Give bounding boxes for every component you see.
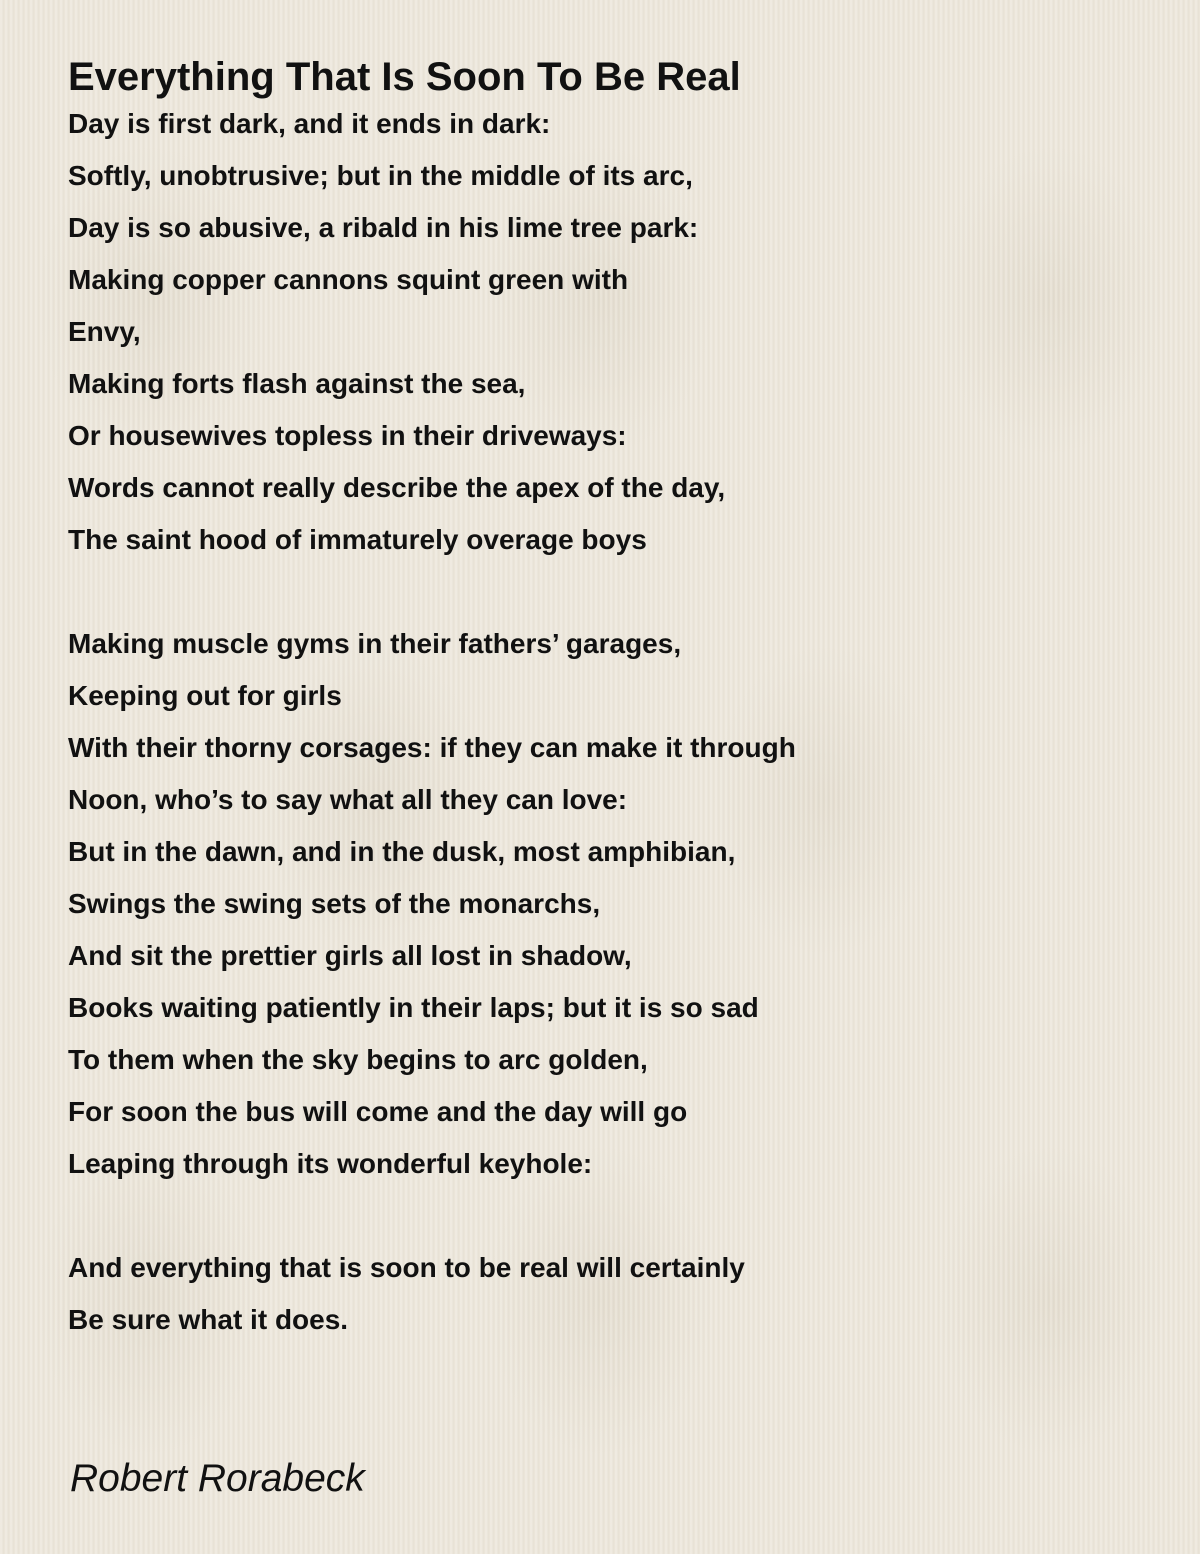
stanza-3 bbox=[68, 1242, 1148, 1346]
poem-line: But in the dawn, and in the dusk, most amphibian, bbox=[68, 836, 736, 867]
poem-line: Making muscle gyms in their fathers’ garages, bbox=[68, 628, 682, 659]
stanza-2 bbox=[68, 618, 1148, 1190]
poem-line: Or housewives topless in their driveways: bbox=[68, 420, 627, 451]
poem-line: Noon, who’s to say what all they can love: bbox=[68, 784, 628, 815]
poem-line: Making copper cannons squint green with bbox=[68, 264, 629, 295]
poem bbox=[68, 52, 1148, 1335]
poem-line: Words cannot really describe the apex of the day, bbox=[68, 472, 726, 503]
poem-line: Day is first dark, and it ends in dark: bbox=[68, 108, 551, 139]
poem-line: Day is so abusive, a ribald in his lime tree park: bbox=[68, 212, 699, 243]
poem-line: The saint hood of immaturely overage boys bbox=[68, 524, 647, 555]
poem-line: Softly, unobtrusive; but in the middle of its arc, bbox=[68, 160, 693, 191]
poem-line: Books waiting patiently in their laps; but it is so sad bbox=[68, 992, 759, 1023]
poem-line: To them when the sky begins to arc golden, bbox=[68, 1044, 648, 1075]
poem-line: For soon the bus will come and the day will go bbox=[68, 1096, 688, 1127]
poem-line: And everything that is soon to be real will certainly bbox=[68, 1252, 745, 1283]
poem-body bbox=[68, 98, 1148, 1398]
poem-line: Be sure what it does. bbox=[68, 1304, 349, 1335]
poem-author: Robert Rorabeck bbox=[70, 1457, 365, 1500]
poem-line: With their thorny corsages: if they can make it through bbox=[68, 732, 796, 763]
stanza-1 bbox=[68, 98, 1148, 566]
poem-line: Leaping through its wonderful keyhole: bbox=[68, 1148, 593, 1179]
poem-line: Swings the swing sets of the monarchs, bbox=[68, 888, 601, 919]
poem-line: Making forts flash against the sea, bbox=[68, 368, 526, 399]
poem-line: Envy, bbox=[68, 316, 141, 347]
poem-line: Keeping out for girls bbox=[68, 680, 342, 711]
poem-line: And sit the prettier girls all lost in shadow, bbox=[68, 940, 632, 971]
poem-title: Everything That Is Soon To Be Real bbox=[68, 55, 741, 99]
